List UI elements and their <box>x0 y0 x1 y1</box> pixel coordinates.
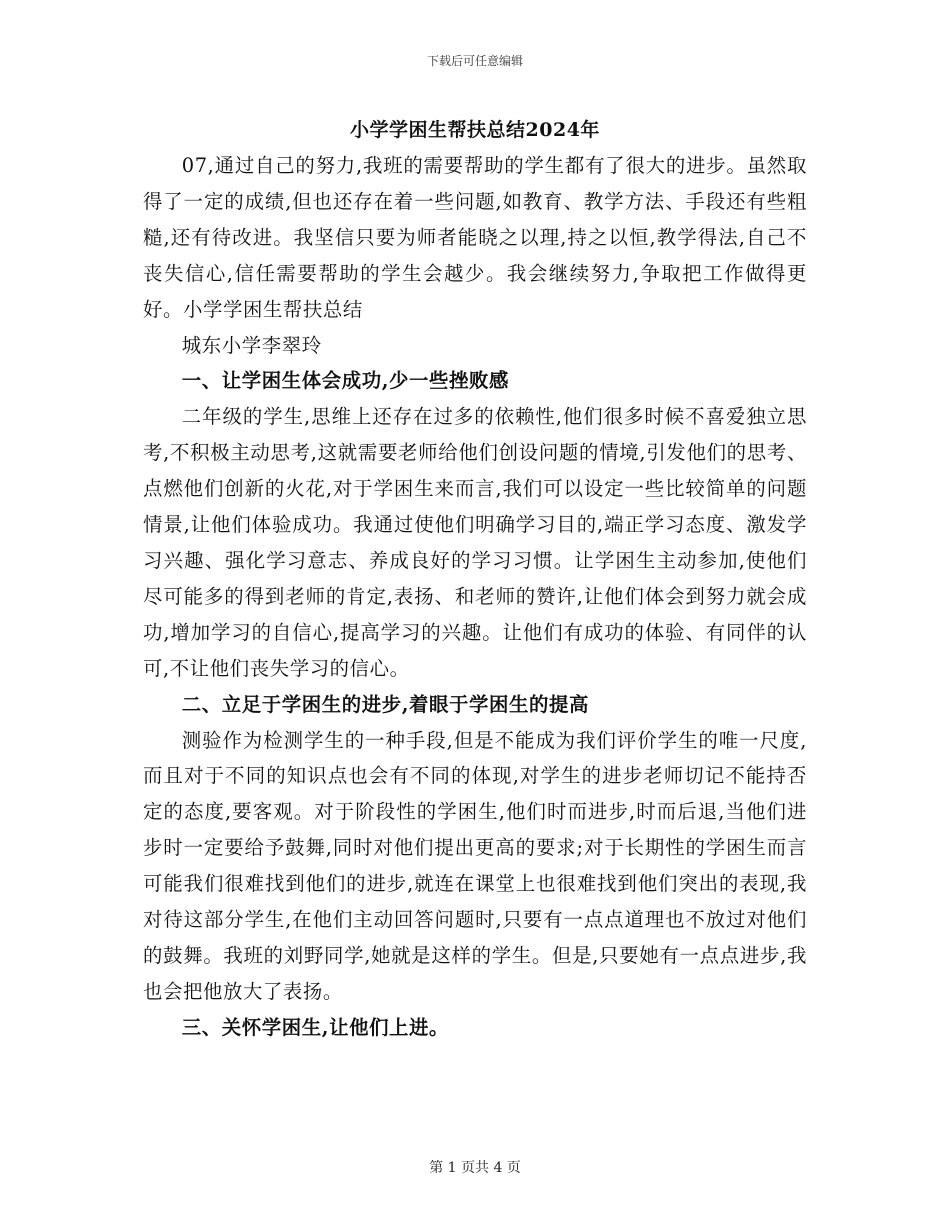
author-line: 城东小学李翠玲 <box>181 333 322 357</box>
section-heading-2: 二、立足于学困生的进步,着眼于学困生的提高 <box>181 692 589 716</box>
page-footer: 第 1 页共 4 页 <box>429 1160 521 1176</box>
document-body <box>143 148 807 1046</box>
section-heading-1: 一、让学困生体会成功,少一些挫败感 <box>181 369 509 393</box>
paragraph-section-2: 测验作为检测学生的一种手段,但是不能成为我们评价学生的唯一尺度,而且对于不同的知识点也会有不同的体现,对学生的进步老师切记不能持否定的态度,要客观。对于阶段性的学困生,他们时而进步,时而后退,当他们进步时一定要给予鼓舞,同时对他们提出更高的要求;对于长期性的学困生而言可能我们很难找到他们的进步,就连在课堂上也很难找到他们突出的表现,我对待这部分学生,在他们主动回答问题时,只要有一点点道理也不放过对他们的鼓舞。我班的刘野同学,她就是这样的学生。但是,只要她有一点点进步,我也会把他放大了表扬。 <box>143 728 807 1003</box>
page-header: 下载后可任意编辑 <box>426 54 523 68</box>
paragraph-section-1: 二年级的学生,思维上还存在过多的依赖性,他们很多时候不喜爱独立思考,不积极主动思考,这就需要老师给他们创设问题的情境,引发他们的思考、点燃他们创新的火花,对于学困生来而言,我们可以设定一些比较简单的问题情景,让他们体验成功。我通过使他们明确学习目的,端正学习态度、激发学习兴趣、强化学习意志、养成良好的学习习惯。让学困生主动参加,使他们尽可能多的得到老师的肯定,表扬、和老师的赞许,让他们体会到努力就会成功,增加学习的自信心,提高学习的兴趣。让他们有成功的体验、有同伴的认可,不让他们丧失学习的信心。 <box>143 405 807 680</box>
document-title: 小学学困生帮扶总结2024年 <box>350 119 600 141</box>
paragraph-intro: 07,通过自己的努力,我班的需要帮助的学生都有了很大的进步。虽然取得了一定的成绩,但也还存在着一些问题,如教育、教学方法、手段还有些粗糙,还有待改进。我坚信只要为师者能晓之以理,持之以恒,教学得法,自己不丧失信心,信任需要帮助的学生会越少。我会继续努力,争取把工作做得更好。小学学困生帮扶总结 <box>143 154 807 321</box>
section-heading-3: 三、关怀学困生,让他们上进。 <box>181 1015 450 1039</box>
